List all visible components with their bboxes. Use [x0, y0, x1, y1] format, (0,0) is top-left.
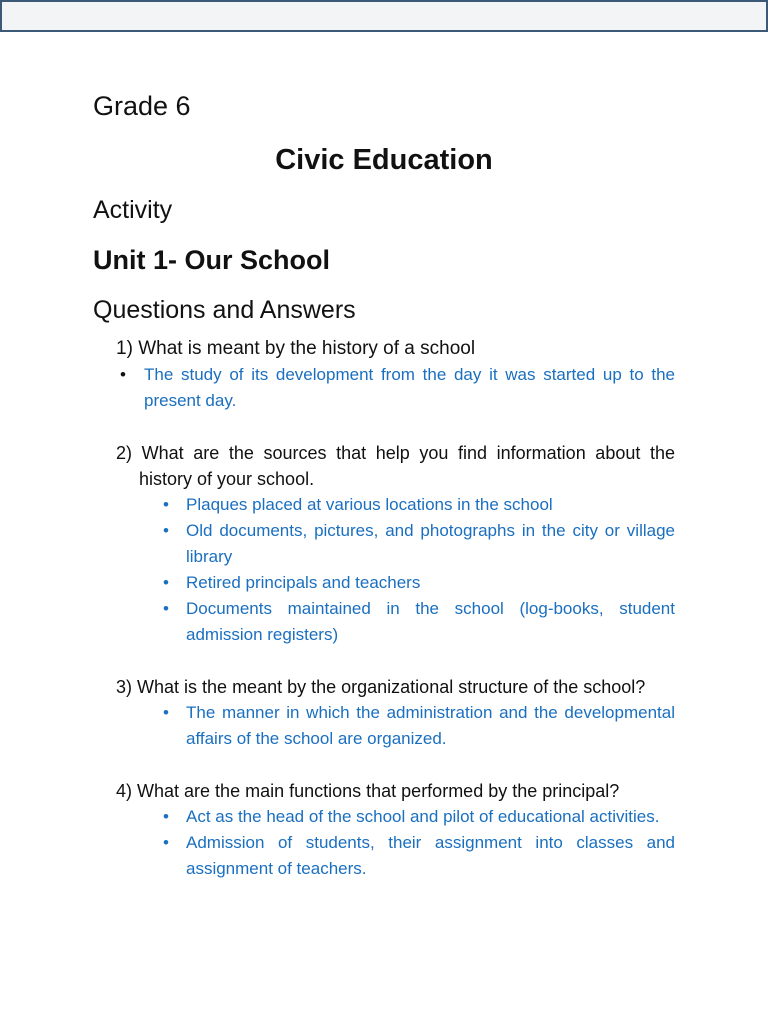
answer-list-4	[93, 804, 675, 882]
answer-item: • Plaques placed at various locations in the school	[186, 492, 675, 518]
question-4	[116, 778, 675, 804]
bullet-icon: •	[163, 833, 169, 852]
question-text: What are the sources that help you find information about the history of your school.	[139, 443, 675, 489]
bullet-icon: •	[163, 495, 169, 514]
answer-list-1	[93, 362, 675, 414]
answer-list-2	[93, 492, 675, 648]
document-body	[93, 86, 675, 882]
question-text: What is the meant by the organizational structure of the school?	[137, 677, 646, 697]
bullet-icon: •	[163, 599, 169, 618]
bullet-icon: •	[163, 703, 169, 722]
answer-item: • The study of its development from the day it was started up to the present day.	[144, 362, 675, 414]
activity-heading: Activity	[93, 196, 173, 224]
question-number: 4)	[116, 781, 133, 801]
question-number: 2)	[116, 443, 133, 463]
subject-title: Civic Education	[275, 144, 493, 176]
question-number: 1)	[116, 338, 133, 359]
question-number: 3)	[116, 677, 133, 697]
question-text: What is meant by the history of a school	[138, 338, 476, 359]
unit-title: Unit 1- Our School	[93, 245, 331, 275]
answer-item: • Documents maintained in the school (log-books, student admission registers)	[186, 596, 675, 648]
section-heading: Questions and Answers	[93, 296, 356, 324]
question-2	[116, 440, 675, 492]
question-text: What are the main functions that performed by the principal?	[137, 781, 620, 801]
answer-list-3	[93, 700, 675, 752]
answer-item: • Old documents, pictures, and photographs in the city or village library	[186, 518, 675, 570]
answer-item: • Act as the head of the school and pilot of educational activities.	[186, 804, 675, 830]
bullet-icon: •	[163, 807, 169, 826]
answer-item: • The manner in which the administration and the developmental affairs of the school are organized.	[186, 700, 675, 752]
question-1	[116, 336, 675, 362]
answer-item: • Retired principals and teachers	[186, 570, 675, 596]
answer-item: • Admission of students, their assignment into classes and assignment of teachers.	[186, 830, 675, 882]
bullet-icon: •	[163, 521, 169, 540]
question-3	[116, 674, 675, 700]
bullet-icon: •	[120, 365, 126, 384]
top-header-bar	[0, 0, 768, 32]
grade-heading: Grade 6	[93, 91, 191, 121]
bullet-icon: •	[163, 573, 169, 592]
